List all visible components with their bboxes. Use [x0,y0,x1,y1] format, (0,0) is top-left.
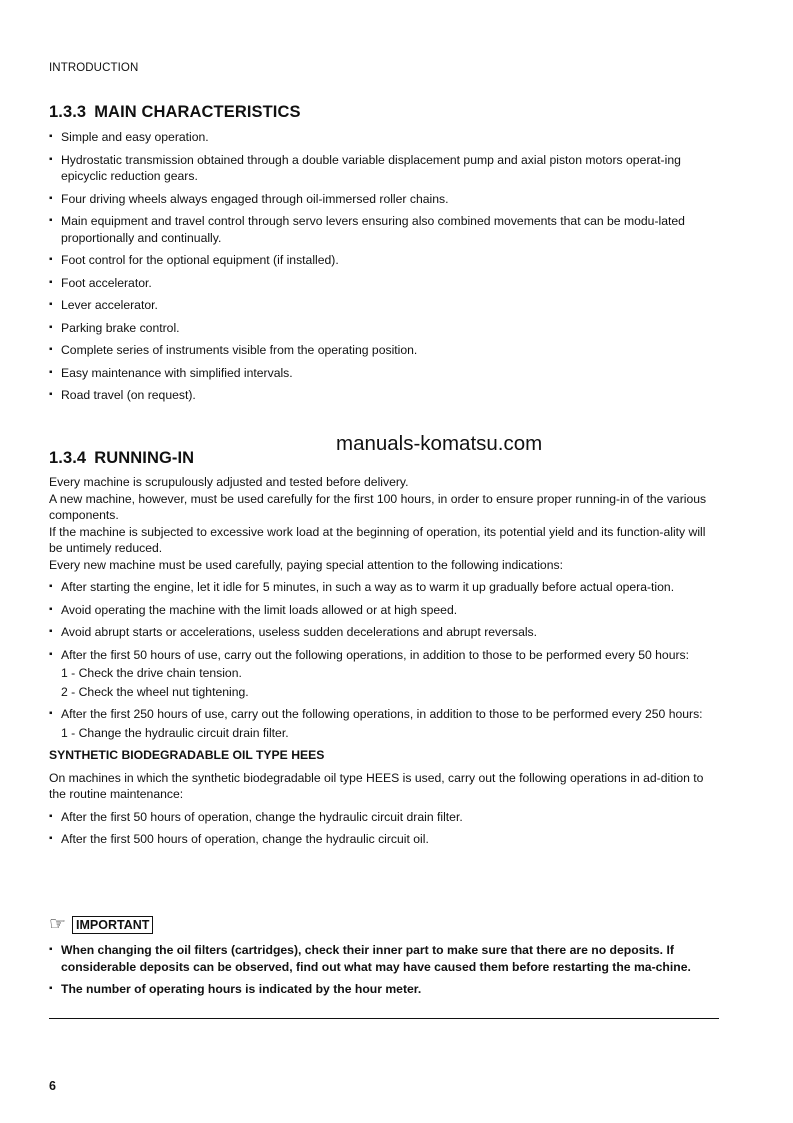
watermark: manuals-komatsu.com [336,432,543,455]
hees-heading: SYNTHETIC BIODEGRADABLE OIL TYPE HEES [49,748,325,762]
list-item: ▪ Simple and easy operation. [49,129,719,146]
list-item: ▪ Four driving wheels always engaged through oil-immersed roller chains. [49,191,719,208]
page-number: 6 [49,1079,56,1093]
section-number: 1.3.3 [49,103,87,121]
important-label [49,916,153,934]
running-in-body [49,474,719,848]
section-number: 1.3.4 [49,449,87,467]
hees-intro: On machines in which the synthetic biodegradable oil type HEES is used, carry out the following operations in ad-dition to the routine maintenance: [49,770,704,801]
list-item: ▪ Avoid abrupt starts or accelerations, useless sudden decelerations and abrupt reversals. [49,624,719,641]
important-badge: IMPORTANT [72,916,153,934]
list-item: ▪ When changing the oil filters (cartridges), check their inner part to make sure that there are no deposits. If considerable deposits can be observed, find out what may have caused them before restarting the ma-chine. [49,942,719,975]
running-header: INTRODUCTION [49,62,139,74]
important-list [49,942,719,998]
list-item: ▪ Hydrostatic transmission obtained through a double variable displacement pump and axial piston motors operat-ing epicyclic reduction gears. [49,152,719,185]
list-item: ▪ After the first 50 hours of use, carry out the following operations, in addition to those to be performed every 50 hours: [49,647,719,664]
paragraph: If the machine is subjected to excessive work load at the beginning of operation, its potential yield and its function-ality will be untimely reduced. [49,524,706,555]
section-title: RUNNING-IN [94,449,195,467]
sub-step: 1 - Change the hydraulic circuit drain filter. [61,725,289,740]
list-item: ▪ After starting the engine, let it idle for 5 minutes, in such a way as to warm it up gradually before actual opera-tion. [49,579,719,596]
list-item: ▪ After the first 250 hours of use, carry out the following operations, in addition to those to be performed every 250 hours: [49,706,719,723]
list-item: ▪ Foot accelerator. [49,275,719,292]
paragraph: Every machine is scrupulously adjusted and tested before delivery. [49,475,409,489]
divider [49,1018,719,1019]
list-item: ▪ Foot control for the optional equipment (if installed). [49,252,719,269]
section-heading-main-characteristics [49,103,301,122]
paragraph: A new machine, however, must be used carefully for the first 100 hours, in order to ensure proper running-in of the various components. [49,491,707,522]
list-item: ▪ Parking brake control. [49,320,719,337]
paragraph: Every new machine must be used carefully, paying special attention to the following indications: [49,557,563,572]
list-item: ▪ Lever accelerator. [49,297,719,314]
main-characteristics-list [49,129,719,404]
list-item: ▪ Main equipment and travel control through servo levers ensuring also combined movements that can be modu-lated proportionally and continually. [49,213,719,246]
sub-step: 2 - Check the wheel nut tightening. [61,684,249,699]
list-item: ▪ Easy maintenance with simplified intervals. [49,365,719,382]
list-item: ▪ Avoid operating the machine with the limit loads allowed or at high speed. [49,602,719,619]
pointing-hand-icon: ☞ [49,914,67,935]
list-item: ▪ Road travel (on request). [49,387,719,404]
list-item: ▪ Complete series of instruments visible from the operating position. [49,342,719,359]
list-item: ▪ After the first 500 hours of operation, change the hydraulic circuit oil. [49,831,719,848]
list-item: ▪ After the first 50 hours of operation, change the hydraulic circuit drain filter. [49,809,719,826]
section-title: MAIN CHARACTERISTICS [94,103,301,121]
sub-step: 1 - Check the drive chain tension. [61,666,242,680]
list-item: ▪ The number of operating hours is indicated by the hour meter. [49,981,719,998]
section-heading-running-in [49,449,194,468]
